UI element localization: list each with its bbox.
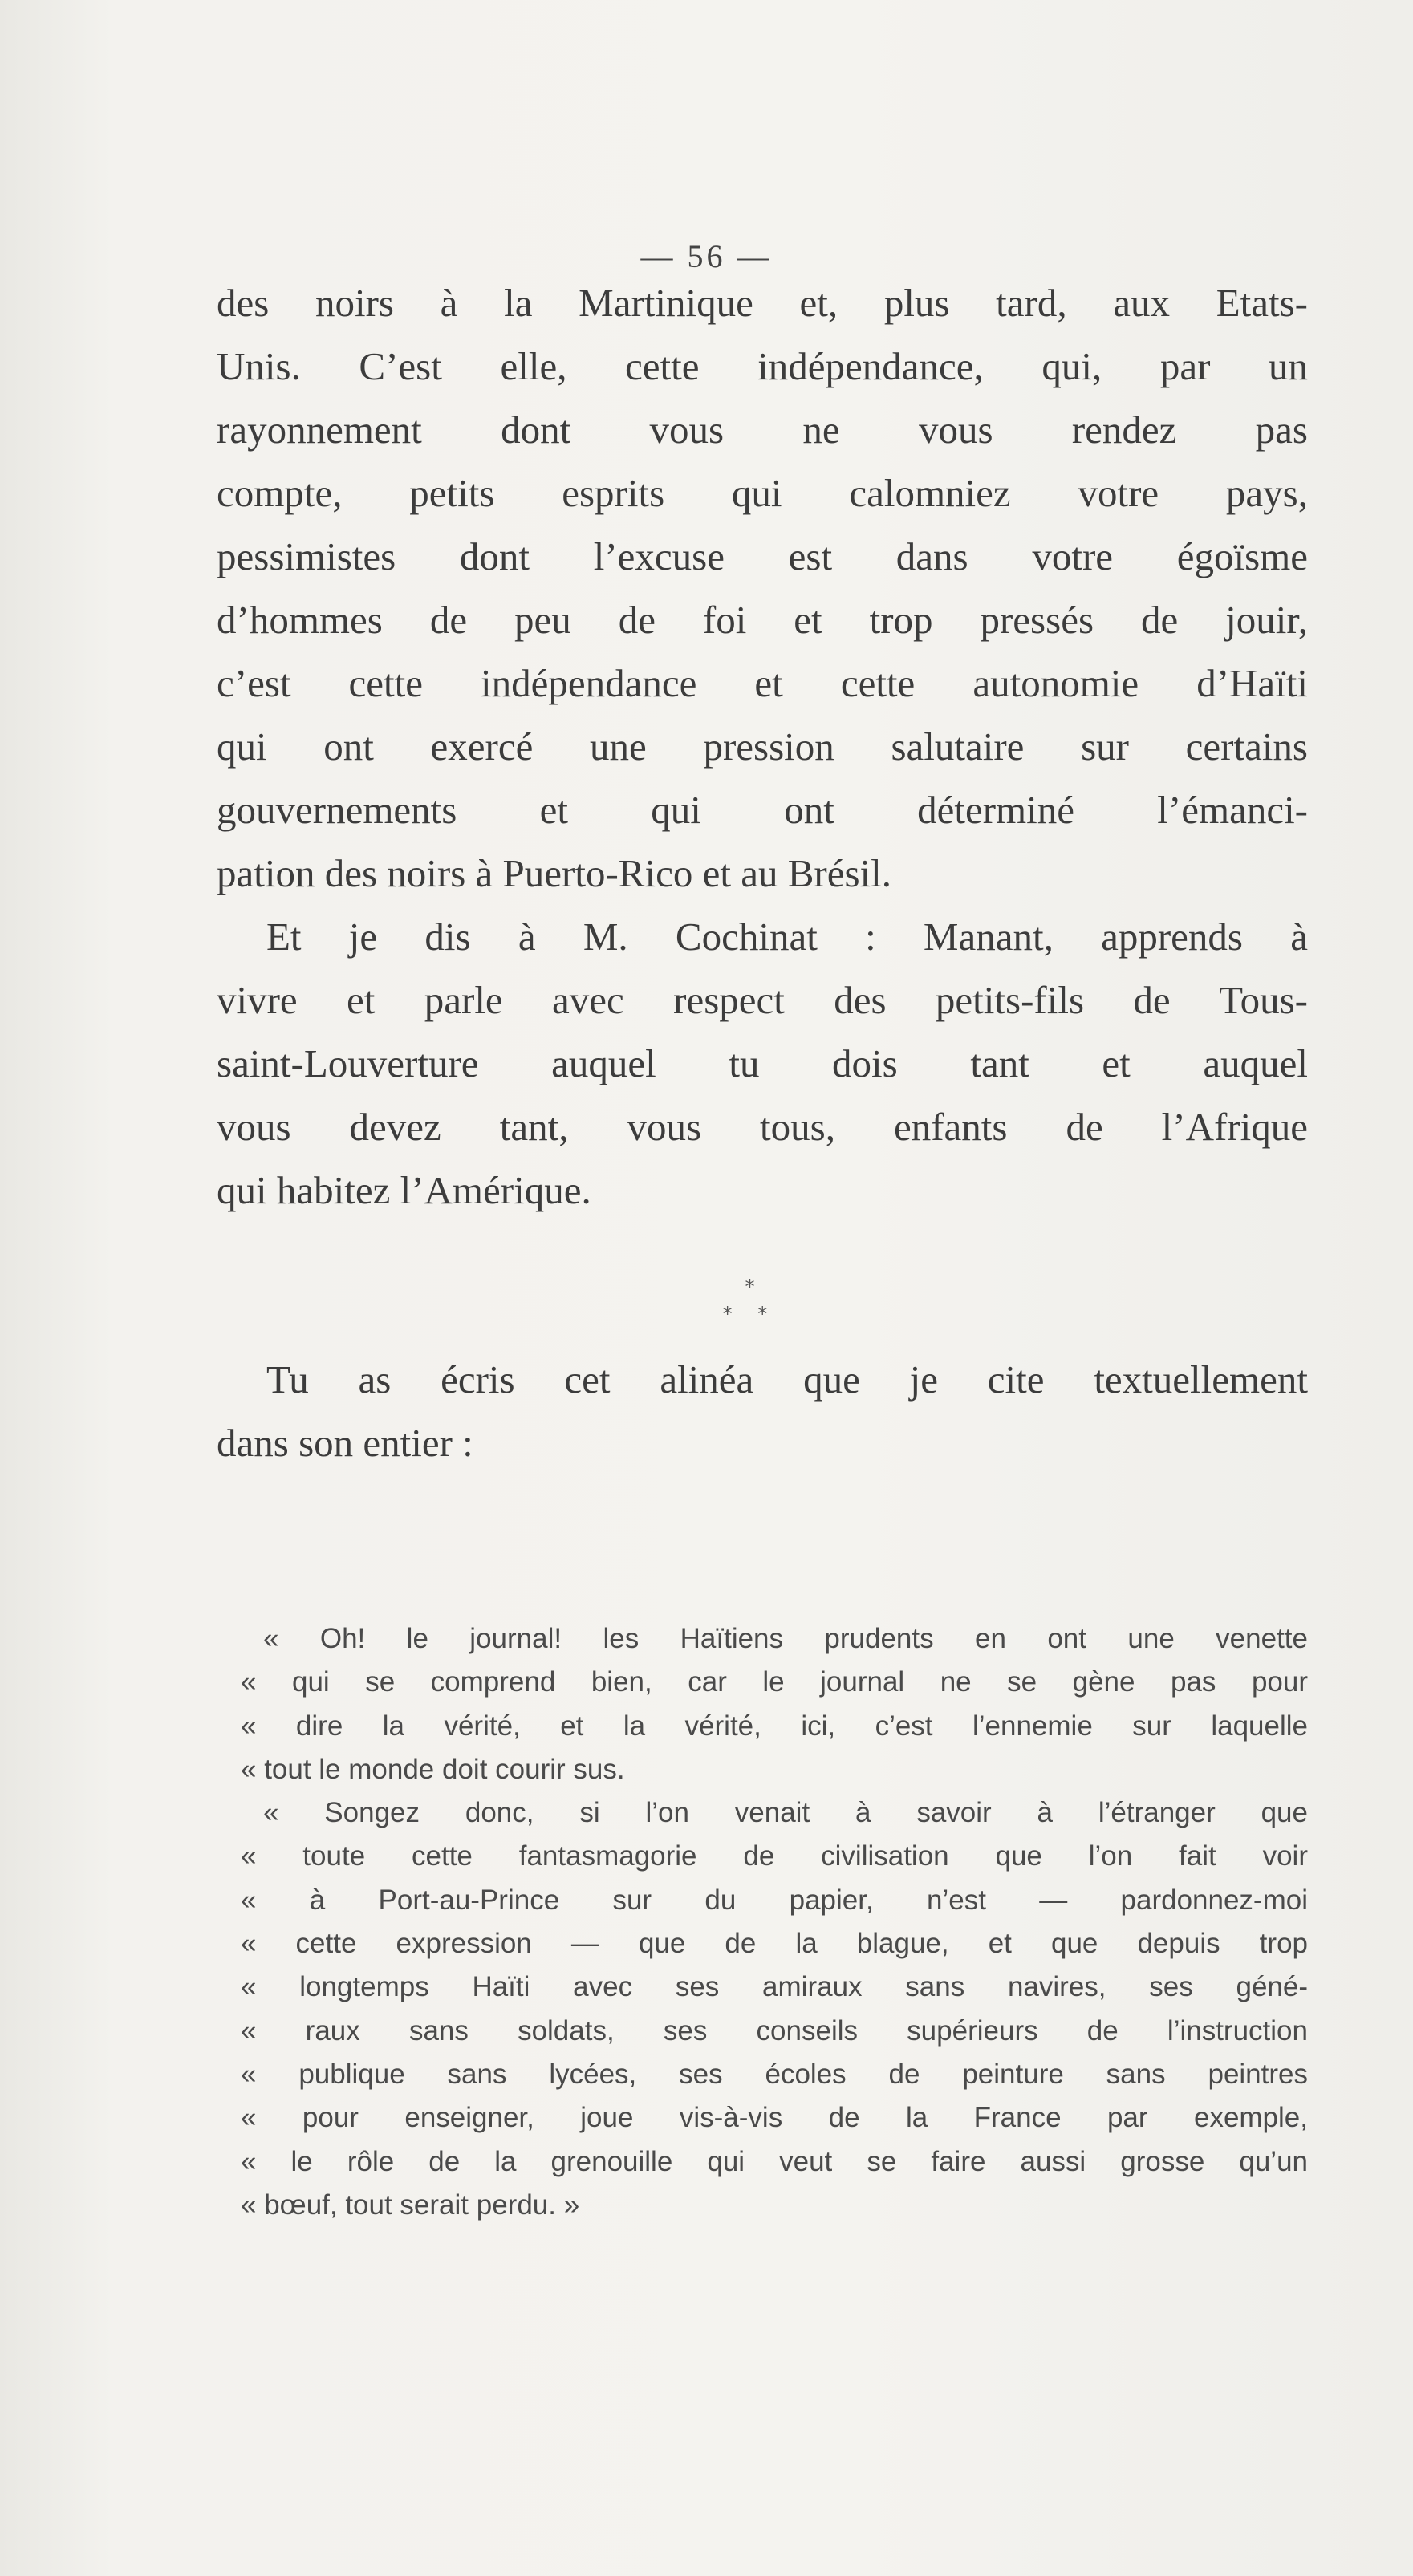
quote-line: « le rôle de la grenouille qui veut se faire aussi grosse qu’un xyxy=(241,2145,1308,2177)
quote-line: « longtemps Haïti avec ses amiraux sans navires, ses géné- xyxy=(241,1971,1308,2003)
quote-line: « bœuf, tout serait perdu. » xyxy=(241,2189,580,2221)
text-line: rayonnement dont vous ne vous rendez pas xyxy=(217,408,1308,452)
text-line: d’hommes de peu de foi et trop pressés de jouir, xyxy=(217,598,1308,642)
text-line: c’est cette indépendance et cette autonomie d’Haïti xyxy=(217,661,1308,705)
quote-line: « tout le monde doit courir sus. xyxy=(241,1753,625,1785)
intro-text-block xyxy=(217,1348,1308,1475)
asterism-bottom: * * xyxy=(722,1303,778,1325)
text-line: saint-Louverture auquel tu dois tant et auquel xyxy=(217,1041,1308,1085)
text-line: dans son entier : xyxy=(217,1421,473,1465)
text-line: pessimistes dont l’excuse est dans votre égoïsme xyxy=(217,534,1308,578)
text-line: qui ont exercé une pression salutaire sur certains xyxy=(217,724,1308,769)
quote-line: « toute cette fantasmagorie de civilisation que l’on fait voir xyxy=(241,1840,1308,1872)
quote-line: « Oh! le journal! les Haïtiens prudents en ont une venette xyxy=(263,1623,1308,1654)
text-line: des noirs à la Martinique et, plus tard, aux Etats- xyxy=(217,281,1308,325)
text-line: vous devez tant, vous tous, enfants de l’Afrique xyxy=(217,1105,1308,1149)
text-line: Tu as écris cet alinéa que je cite textuellement xyxy=(266,1357,1308,1402)
quote-line: « publique sans lycées, ses écoles de peinture sans peintres xyxy=(241,2058,1308,2090)
quote-line: « à Port-au-Prince sur du papier, n’est — pardonnez-moi xyxy=(241,1884,1308,1916)
page-number: — 56 — xyxy=(640,238,773,274)
main-text-block xyxy=(217,271,1308,1222)
text-line: qui habitez l’Amérique. xyxy=(217,1168,591,1212)
quote-line: « qui se comprend bien, car le journal ne se gène pas pour xyxy=(241,1666,1308,1698)
quotation-block xyxy=(241,1617,1308,2227)
quote-line: « pour enseigner, joue vis-à-vis de la France par exemple, xyxy=(241,2102,1308,2134)
text-line: compte, petits esprits qui calomniez votre pays, xyxy=(217,471,1308,515)
quote-line: « raux sans soldats, ses conseils supérieurs de l’instruction xyxy=(241,2014,1308,2047)
asterism-top: * xyxy=(745,1276,755,1298)
text-line: Unis. C’est elle, cette indépendance, qui, par un xyxy=(217,344,1308,388)
quote-line: « Songez donc, si l’on venait à savoir à l’étranger que xyxy=(263,1797,1308,1829)
text-line: vivre et parle avec respect des petits-fils de Tous- xyxy=(217,978,1308,1022)
quote-line: « dire la vérité, et la vérité, ici, c’est l’ennemie sur laquelle xyxy=(241,1710,1308,1742)
text-line: gouvernements et qui ont déterminé l’émanci- xyxy=(217,788,1308,832)
text-line: Et je dis à M. Cochinat : Manant, apprends à xyxy=(266,915,1308,959)
text-line: pation des noirs à Puerto-Rico et au Brésil. xyxy=(217,851,891,895)
quote-line: « cette expression — que de la blague, et que depuis trop xyxy=(241,1928,1308,1960)
